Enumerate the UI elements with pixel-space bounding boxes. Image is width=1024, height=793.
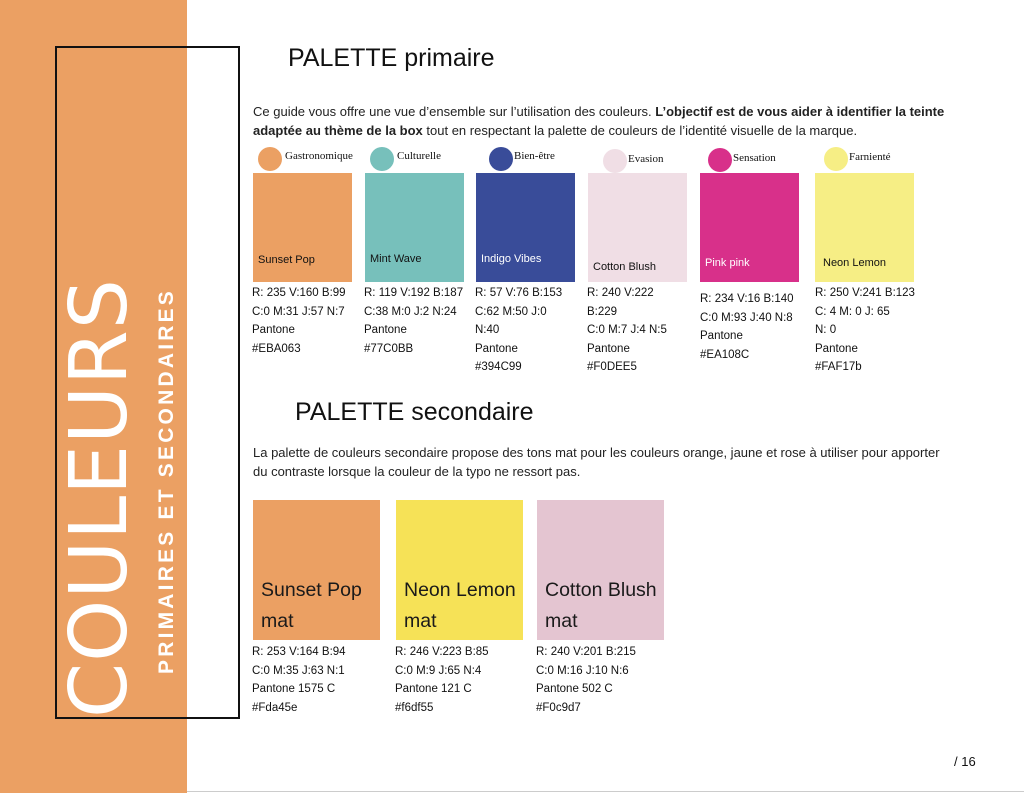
- swatch-specs: [536, 643, 636, 717]
- swatch-name: Pink pink: [705, 257, 750, 269]
- spec-line: N:40: [475, 324, 500, 336]
- spec-line: N: 0: [815, 324, 837, 336]
- spec-line: C:0 M:35 J:63 N:1: [252, 664, 345, 677]
- swatch-specs: [252, 643, 346, 717]
- swatch-sunset-pop-mat: [253, 500, 380, 640]
- swatch-specs: [475, 284, 562, 377]
- spec-line: C:0 M:16 J:10 N:6: [536, 664, 629, 677]
- swatch-name: Sunset Pop: [258, 254, 315, 266]
- swatch-specs: [395, 643, 489, 717]
- spec-line: #EBA063: [252, 342, 301, 355]
- category-label: Culturelle: [397, 150, 441, 162]
- spec-line: Pantone 1575 C: [252, 683, 336, 695]
- primary-intro-text-2: tout en respectant la palette de couleurs de l’identité visuelle de la marque.: [422, 123, 858, 138]
- category-label: Gastronomique: [285, 150, 353, 162]
- spec-line: #FAF17b: [815, 361, 862, 373]
- section-subtitle: PRIMAIRES ET SECONDAIRES: [155, 287, 178, 674]
- swatch-name: Cotton Blush: [593, 261, 656, 273]
- spec-line: #EA108C: [700, 348, 750, 361]
- spec-line: Pantone: [252, 324, 295, 336]
- spec-line: Pantone: [815, 342, 858, 355]
- spec-line: B:229: [587, 305, 618, 318]
- swatch-specs: [252, 284, 346, 358]
- swatch-specs: [364, 284, 463, 358]
- swatch-name: Neon Lemon: [823, 257, 886, 269]
- swatch-cotton-blush-mat: [537, 500, 664, 640]
- spec-line: R: 234 V:16 B:140: [700, 293, 794, 305]
- primary-intro-bold: L’objectif est de vous aider à identifier la teinte adaptée au thème de la box: [253, 104, 945, 138]
- swatch-specs: [587, 284, 667, 377]
- category-label: Evasion: [628, 153, 664, 165]
- spec-line: C:62 M:50 J:0: [475, 305, 547, 318]
- secondary-intro: La palette de couleurs secondaire propose des tons mat pour les couleurs orange, jaune et rose à utiliser pour apporter du contraste lorsque la couleur de la typo ne ressort pas.: [253, 445, 940, 479]
- color-dot: [824, 147, 848, 171]
- color-dot: [708, 148, 732, 172]
- category-label: Sensation: [733, 152, 776, 164]
- spec-line: R: 253 V:164 B:94: [252, 646, 346, 658]
- spec-line: R: 250 V:241 B:123: [815, 287, 915, 299]
- swatch-specs: [700, 290, 794, 364]
- swatch-name: Indigo Vibes: [481, 253, 542, 265]
- spec-line: C:0 M:31 J:57 N:7: [252, 305, 345, 318]
- spec-line: #F0DEE5: [587, 361, 637, 373]
- color-dot: [370, 147, 394, 171]
- spec-line: Pantone: [587, 342, 630, 355]
- spec-line: C: 4 M: 0 J: 65: [815, 305, 890, 318]
- swatch-name: Mint Wave: [370, 253, 422, 265]
- spec-line: #Fda45e: [252, 701, 298, 714]
- spec-line: C:0 M:9 J:65 N:4: [395, 664, 482, 677]
- swatch-neon-lemon-mat: [396, 500, 523, 640]
- swatch-pink-pink: [700, 173, 799, 282]
- category-label: Farnienté: [849, 151, 891, 163]
- spec-line: Pantone: [475, 342, 518, 355]
- spec-line: C:0 M:7 J:4 N:5: [587, 324, 667, 336]
- swatch-name: Cotton Blush mat: [545, 579, 657, 632]
- spec-line: Pantone 121 C: [395, 683, 472, 695]
- primary-heading: PALETTE primaire: [288, 44, 495, 72]
- spec-line: R: 246 V:223 B:85: [395, 646, 489, 658]
- page-number: / 16: [954, 754, 976, 769]
- spec-line: #F0c9d7: [536, 701, 581, 714]
- spec-line: C:0 M:93 J:40 N:8: [700, 311, 793, 324]
- spec-line: #77C0BB: [364, 342, 414, 355]
- spec-line: R: 240 V:201 B:215: [536, 646, 636, 658]
- spec-line: #f6df55: [395, 701, 434, 714]
- swatch-cotton-blush: [588, 173, 687, 282]
- spec-line: Pantone: [364, 324, 407, 336]
- swatch-mint-wave: [365, 173, 464, 282]
- spec-line: R: 57 V:76 B:153: [475, 287, 563, 299]
- bottom-divider: [187, 791, 1024, 792]
- secondary-heading: PALETTE secondaire: [295, 398, 534, 426]
- spec-line: R: 235 V:160 B:99: [252, 287, 346, 299]
- category-label: Bien-être: [514, 150, 555, 162]
- color-dot: [603, 149, 627, 173]
- section-title: COULEURS: [53, 278, 145, 718]
- spec-line: R: 119 V:192 B:187: [364, 287, 464, 299]
- swatch-specs: [815, 284, 915, 377]
- swatch-name: Sunset Pop mat: [261, 579, 362, 632]
- spec-line: Pantone 502 C: [536, 683, 613, 695]
- color-dot: [258, 147, 282, 171]
- spec-line: #394C99: [475, 361, 522, 373]
- spec-line: R: 240 V:222: [587, 287, 654, 299]
- swatch-indigo-vibes: [476, 173, 575, 282]
- swatch-sunset-pop: [253, 173, 352, 282]
- spec-line: C:38 M:0 J:2 N:24: [364, 305, 457, 318]
- primary-intro-text-1: Ce guide vous offre une vue d’ensemble sur l’utilisation des couleurs.: [253, 104, 656, 119]
- swatch-name: Neon Lemon mat: [404, 579, 516, 632]
- swatch-neon-lemon: [815, 173, 914, 282]
- primary-intro: [253, 102, 953, 140]
- spec-line: Pantone: [700, 330, 743, 342]
- color-dot: [489, 147, 513, 171]
